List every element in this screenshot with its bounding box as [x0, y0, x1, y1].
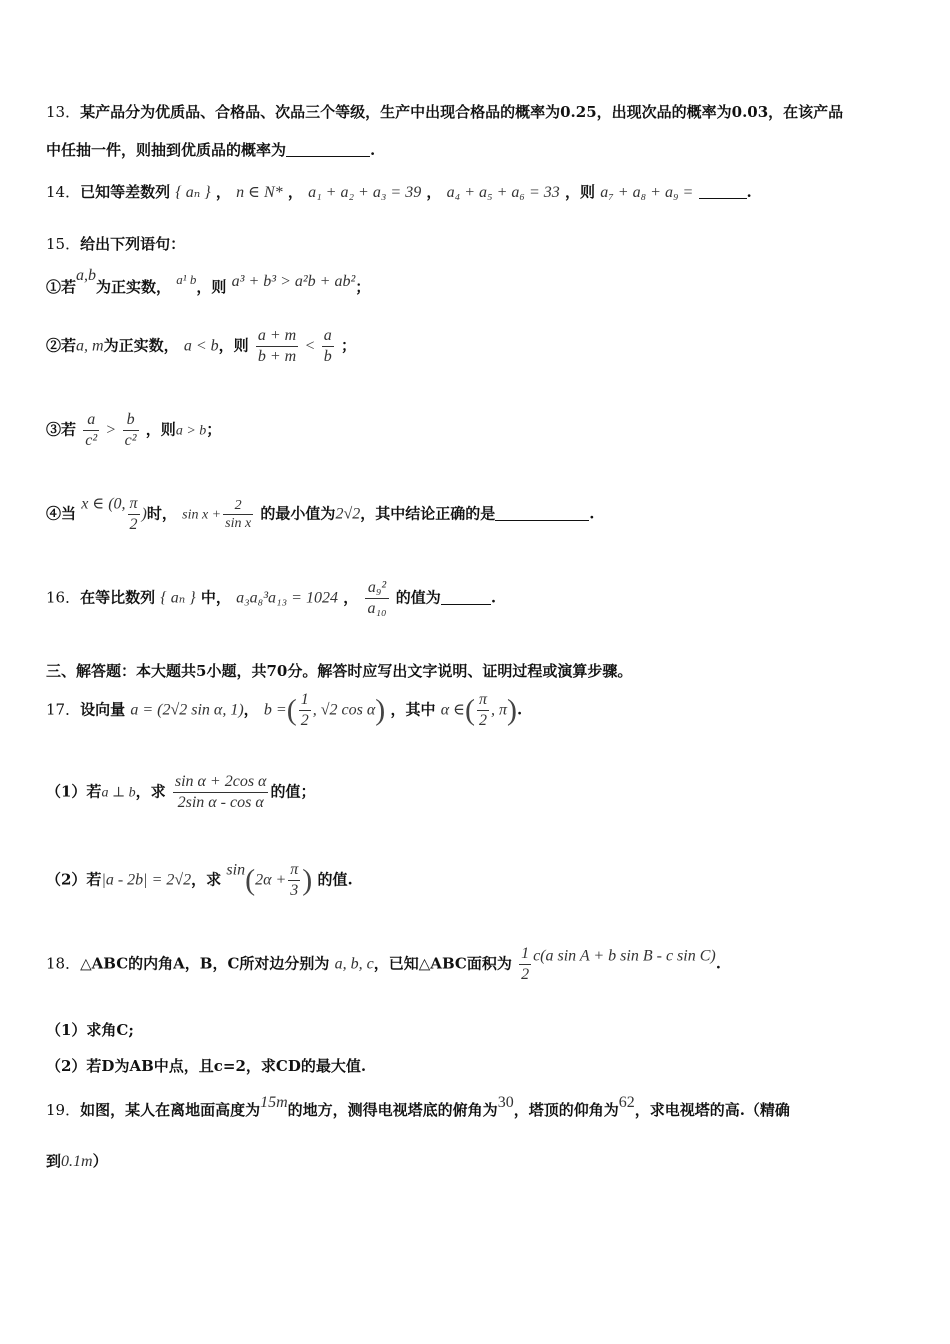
q17-vector-b-den: 2 [300, 712, 309, 729]
q17-vector-b-right-paren: ) [375, 693, 386, 727]
q15-s1-inequality: a³ + b³ > a²b + ab² [231, 273, 356, 290]
q17-domain-label: α ∈ [440, 701, 465, 719]
q15-s4-min-value: 2√2 [335, 505, 361, 523]
q18-line [46, 944, 920, 985]
q15-s4-text3: ，其中结论正确的是 [360, 504, 496, 523]
q18-text1: △ABC的内角A，B，C所对边分别为 [80, 954, 330, 973]
q14-sequence: { aₙ } [175, 184, 211, 201]
q15-title-line [46, 235, 920, 253]
q15-s3-lhs-den: c² [85, 432, 98, 449]
q19-text1: 如图，某人在离地面高度为 [80, 1101, 261, 1119]
q15-s3-conclusion: a > b [175, 423, 207, 439]
q15-s4-function-fraction [223, 497, 253, 533]
q19-text6: ） [92, 1152, 108, 1170]
q14-condition: n ∈ N* [236, 184, 283, 201]
q18-number: 18． [46, 954, 81, 973]
q17-p1-den: 2sin α - cos α [177, 794, 264, 811]
q19-height: 15m [260, 1094, 288, 1111]
q17-p2-mark: （2）若 [46, 870, 102, 889]
q13-text2: 中任抽一件，则抽到优质品的概率为 [46, 141, 287, 159]
q15-s1-condition: a¹ b [176, 272, 197, 287]
q17-line [46, 690, 920, 731]
q19-line1 [46, 1094, 920, 1120]
q15-s3-end: ； [206, 420, 222, 439]
q17-p2-text2: 的值. [317, 870, 353, 889]
q14-sep3: ， [426, 183, 442, 201]
q17-p1-mark: （1）若 [46, 782, 102, 801]
q15-s4-pi-fraction [128, 494, 140, 535]
q15-s2-text2: ，则 [218, 336, 249, 355]
q15-s1-text2: ，则 [196, 278, 227, 296]
q16-number: 16． [46, 588, 81, 607]
q15-s1-vars: a,b [76, 267, 97, 284]
q15-s2-vars: a, m [76, 337, 104, 355]
q16-ratio-den: a₁₀ [367, 600, 387, 617]
q15-s1-text1: 为正实数， [96, 278, 172, 296]
q15-s4-mark: ④当 [46, 504, 77, 523]
q15-s3-lhs-num: a [83, 410, 99, 431]
q15-answer-blank[interactable] [495, 506, 589, 521]
q17-part2 [46, 860, 920, 901]
q13-number: 13． [46, 103, 81, 121]
q14-sep1: ， [215, 183, 231, 201]
q17-vector-b-fraction [299, 690, 311, 731]
q15-s1-mark: ①若 [46, 278, 77, 296]
q13-end: . [370, 141, 376, 159]
q15-s3-rhs-num: b [123, 410, 139, 431]
q18-variables: a, b, c [334, 955, 374, 973]
q15-s2-text1: 为正实数， [103, 336, 179, 355]
q19-number: 19． [46, 1101, 81, 1119]
q15-s3-lhs-fraction [83, 410, 99, 451]
q15-s2-lhs-den: b + m [257, 348, 297, 365]
q13-text1: 某产品分为优质品、合格品、次品三个等级，生产中出现合格品的概率为0.25，出现次品的概率为0.03，在该产品 [80, 103, 844, 121]
q17-text3: ，其中 [390, 700, 436, 719]
q14-equation2: a₄ + a₅ + a₆ = 33 [446, 184, 560, 201]
q16-end: . [490, 588, 497, 607]
q19-text3: ，塔顶的仰角为 [513, 1101, 619, 1119]
q17-p2-condition: |a - 2b| = 2√2 [101, 871, 192, 889]
q15-s3-rhs-fraction [123, 410, 139, 451]
q15-s3-mark: ③若 [46, 420, 77, 439]
q18-end: . [715, 954, 721, 973]
q17-p2-left-paren: ( [245, 863, 256, 897]
q18-part2 [46, 1057, 920, 1075]
q16-ratio-num: a₉² [365, 578, 388, 599]
q15-statement2 [46, 326, 920, 367]
q17-sep: ， [243, 700, 259, 719]
q16-sequence: { aₙ } [160, 589, 196, 607]
q18-text2: ，已知△ABC面积为 [373, 954, 512, 973]
q16-text2: 中， [200, 588, 231, 607]
q17-vector-b-left-paren: ( [286, 693, 297, 727]
q17-vector-b-num: 1 [299, 690, 311, 711]
q17-vector-b-label: b = [263, 701, 287, 719]
q17-vector-b-rest: , √2 cos α [312, 701, 376, 719]
q17-p2-num: π [288, 860, 300, 881]
q19-angle2: 62 [618, 1094, 635, 1111]
q15-s2-mark: ②若 [46, 336, 77, 355]
q18-area-expression: c(a sin A + b sin B - c sin C) [533, 947, 716, 965]
q17-p2-den: 3 [290, 882, 299, 899]
q15-s2-lhs-num: a + m [256, 326, 298, 347]
q14-end: . [746, 183, 752, 201]
q13-answer-blank[interactable] [286, 142, 370, 157]
q14-equation3: a₇ + a₈ + a₉ = [600, 184, 694, 201]
q18-part2-text: （2）若D为AB中点，且c=2，求CD的最大值. [46, 1057, 367, 1075]
q13-line2 [46, 141, 920, 159]
q16-equation: a₃a₈³a₁₃ = 1024 [236, 589, 338, 607]
q15-s2-rhs-num: a [322, 326, 334, 347]
q15-s4-pi-den: 2 [129, 516, 138, 533]
q17-p1-text2: 的值； [270, 782, 316, 801]
q15-s2-lhs-fraction [256, 326, 298, 367]
q15-statement1 [46, 267, 920, 297]
q17-vector-a: a = (2√2 sin α, 1) [130, 701, 244, 719]
q18-part1-text: （1）求角C; [46, 1021, 134, 1039]
q14-text1: 已知等差数列 [80, 183, 171, 201]
q15-s2-condition: a < b [183, 337, 219, 355]
q19-precision: 0.1m [61, 1153, 93, 1170]
q15-s2-end: ； [340, 336, 356, 355]
q17-p2-fraction [288, 860, 300, 901]
q17-end: . [516, 700, 523, 719]
q15-title: 给出下列语句： [80, 235, 186, 253]
q16-sep: ， [343, 588, 359, 607]
q15-s4-text1: 时， [146, 504, 177, 523]
q15-s4-function-den: sin x [225, 516, 252, 531]
q16-text4: 的值为 [395, 588, 441, 607]
q17-domain-left-paren: ( [464, 693, 475, 727]
q16-ratio-fraction [365, 578, 388, 619]
q17-domain-num: π [477, 690, 489, 711]
q15-s4-pi-num: π [128, 494, 140, 515]
q17-domain-den: 2 [478, 712, 487, 729]
q14-equation1: a₁ + a₂ + a₃ = 39 [308, 184, 422, 201]
q15-s4-end: . [589, 504, 595, 523]
q18-area-num: 1 [519, 944, 531, 965]
q19-text4: ，求电视塔的高.（精确 [634, 1101, 790, 1119]
q16-text1: 在等比数列 [80, 588, 156, 607]
q14-sep2: ， [287, 183, 303, 201]
q17-p1-text1: ，求 [135, 782, 166, 801]
q15-s1-end: ； [355, 278, 371, 296]
q17-number: 17． [46, 700, 81, 719]
q15-s4-function-num: 2 [223, 497, 253, 516]
q15-s4-function: sin x + [182, 507, 222, 523]
q19-text2: 的地方，测得电视塔底的俯角为 [287, 1101, 498, 1119]
q15-s2-relation: < [305, 337, 315, 355]
q15-number: 15． [46, 235, 81, 253]
q15-s3-rhs-den: c² [124, 432, 137, 449]
q15-s3-relation: > [106, 421, 116, 439]
q16-line [46, 578, 920, 619]
q15-s4-domain-end: ) [141, 505, 147, 523]
q17-part1 [46, 772, 920, 813]
q14-number: 14． [46, 183, 81, 201]
q17-p2-text1: ，求 [191, 870, 222, 889]
q19-text5: 到 [46, 1152, 62, 1170]
q14-then: ，则 [564, 183, 595, 201]
q14-answer-blank[interactable] [699, 184, 747, 199]
q15-s3-text1: ，则 [145, 420, 176, 439]
q15-statement3 [46, 410, 920, 451]
q15-s4-text2: 的最小值为 [260, 504, 336, 523]
q17-domain-right-paren: ) [506, 693, 517, 727]
q18-part1 [46, 1021, 920, 1039]
q15-s2-rhs-fraction [322, 326, 334, 367]
q17-domain-rest: , π [490, 701, 507, 719]
q15-s4-domain: x ∈ (0, [81, 495, 126, 513]
q17-p1-condition: a ⊥ b [101, 785, 136, 801]
q13-line1 [46, 103, 920, 121]
q14-line [46, 183, 920, 202]
q17-p2-right-paren: ) [302, 863, 313, 897]
q19-line2 [46, 1152, 920, 1171]
q18-area-den: 2 [521, 966, 530, 983]
q19-angle1: 30 [497, 1094, 514, 1111]
q17-domain-fraction [477, 690, 489, 731]
q17-p2-argument: 2α + [255, 871, 287, 889]
q17-p2-function: sin [226, 861, 246, 879]
q17-p1-num: sin α + 2cos α [173, 772, 269, 793]
section3-heading [46, 662, 920, 680]
section3-text: 三、解答题：本大题共5小题，共70分。解答时应写出文字说明、证明过程或演算步骤。 [46, 662, 633, 680]
q17-p1-fraction [173, 772, 269, 813]
q16-answer-blank[interactable] [441, 590, 491, 605]
q15-s2-rhs-den: b [323, 348, 332, 365]
q18-area-fraction [519, 944, 531, 985]
q17-text1: 设向量 [80, 700, 126, 719]
q15-statement4 [46, 494, 920, 535]
